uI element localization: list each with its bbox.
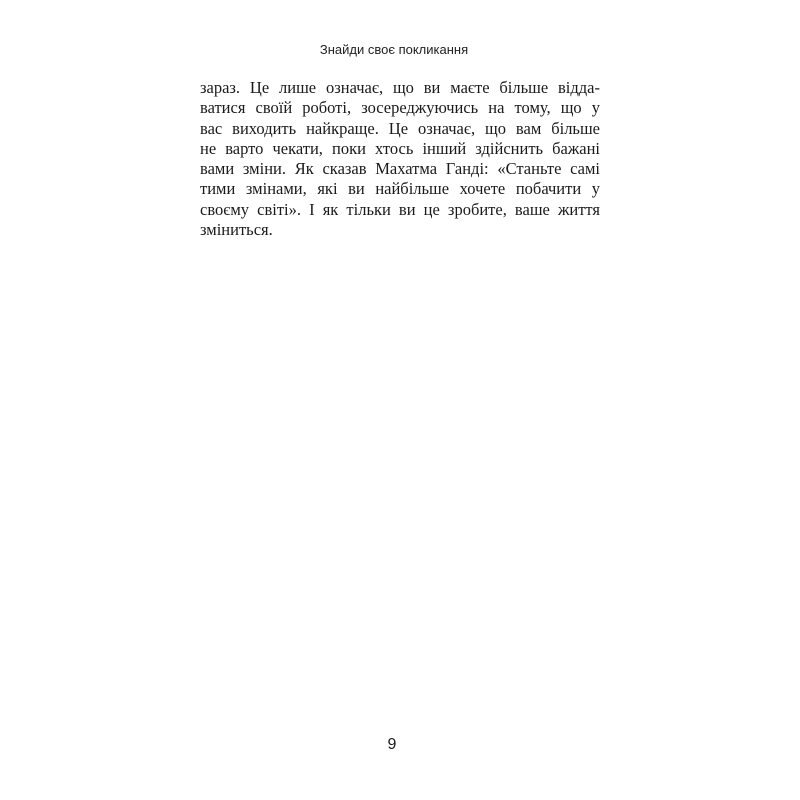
page-number: 9	[387, 736, 397, 753]
text-line: не варто чекати, поки хтось інший здійснить бажані	[200, 138, 600, 158]
text-line: своєму світі». І як тільки ви це зробите, ваше життя	[200, 199, 600, 219]
text-line: вас виходить найкраще. Це означає, що вам більше	[200, 118, 600, 138]
running-header: Знайди своє покликання	[319, 42, 469, 57]
text-line: ватися своїй роботі, зосереджуючись на тому, що у	[200, 98, 600, 118]
text-line: тими змінами, які ви найбільше хочете побачити у	[200, 179, 600, 199]
text-line: вами зміни. Як сказав Махатма Ганді: «Станьте самі	[200, 159, 600, 179]
body-paragraph	[200, 78, 600, 240]
text-line: зараз. Це лише означає, що ви маєте більше відда-	[200, 78, 600, 97]
text-line: зміниться.	[200, 220, 273, 240]
